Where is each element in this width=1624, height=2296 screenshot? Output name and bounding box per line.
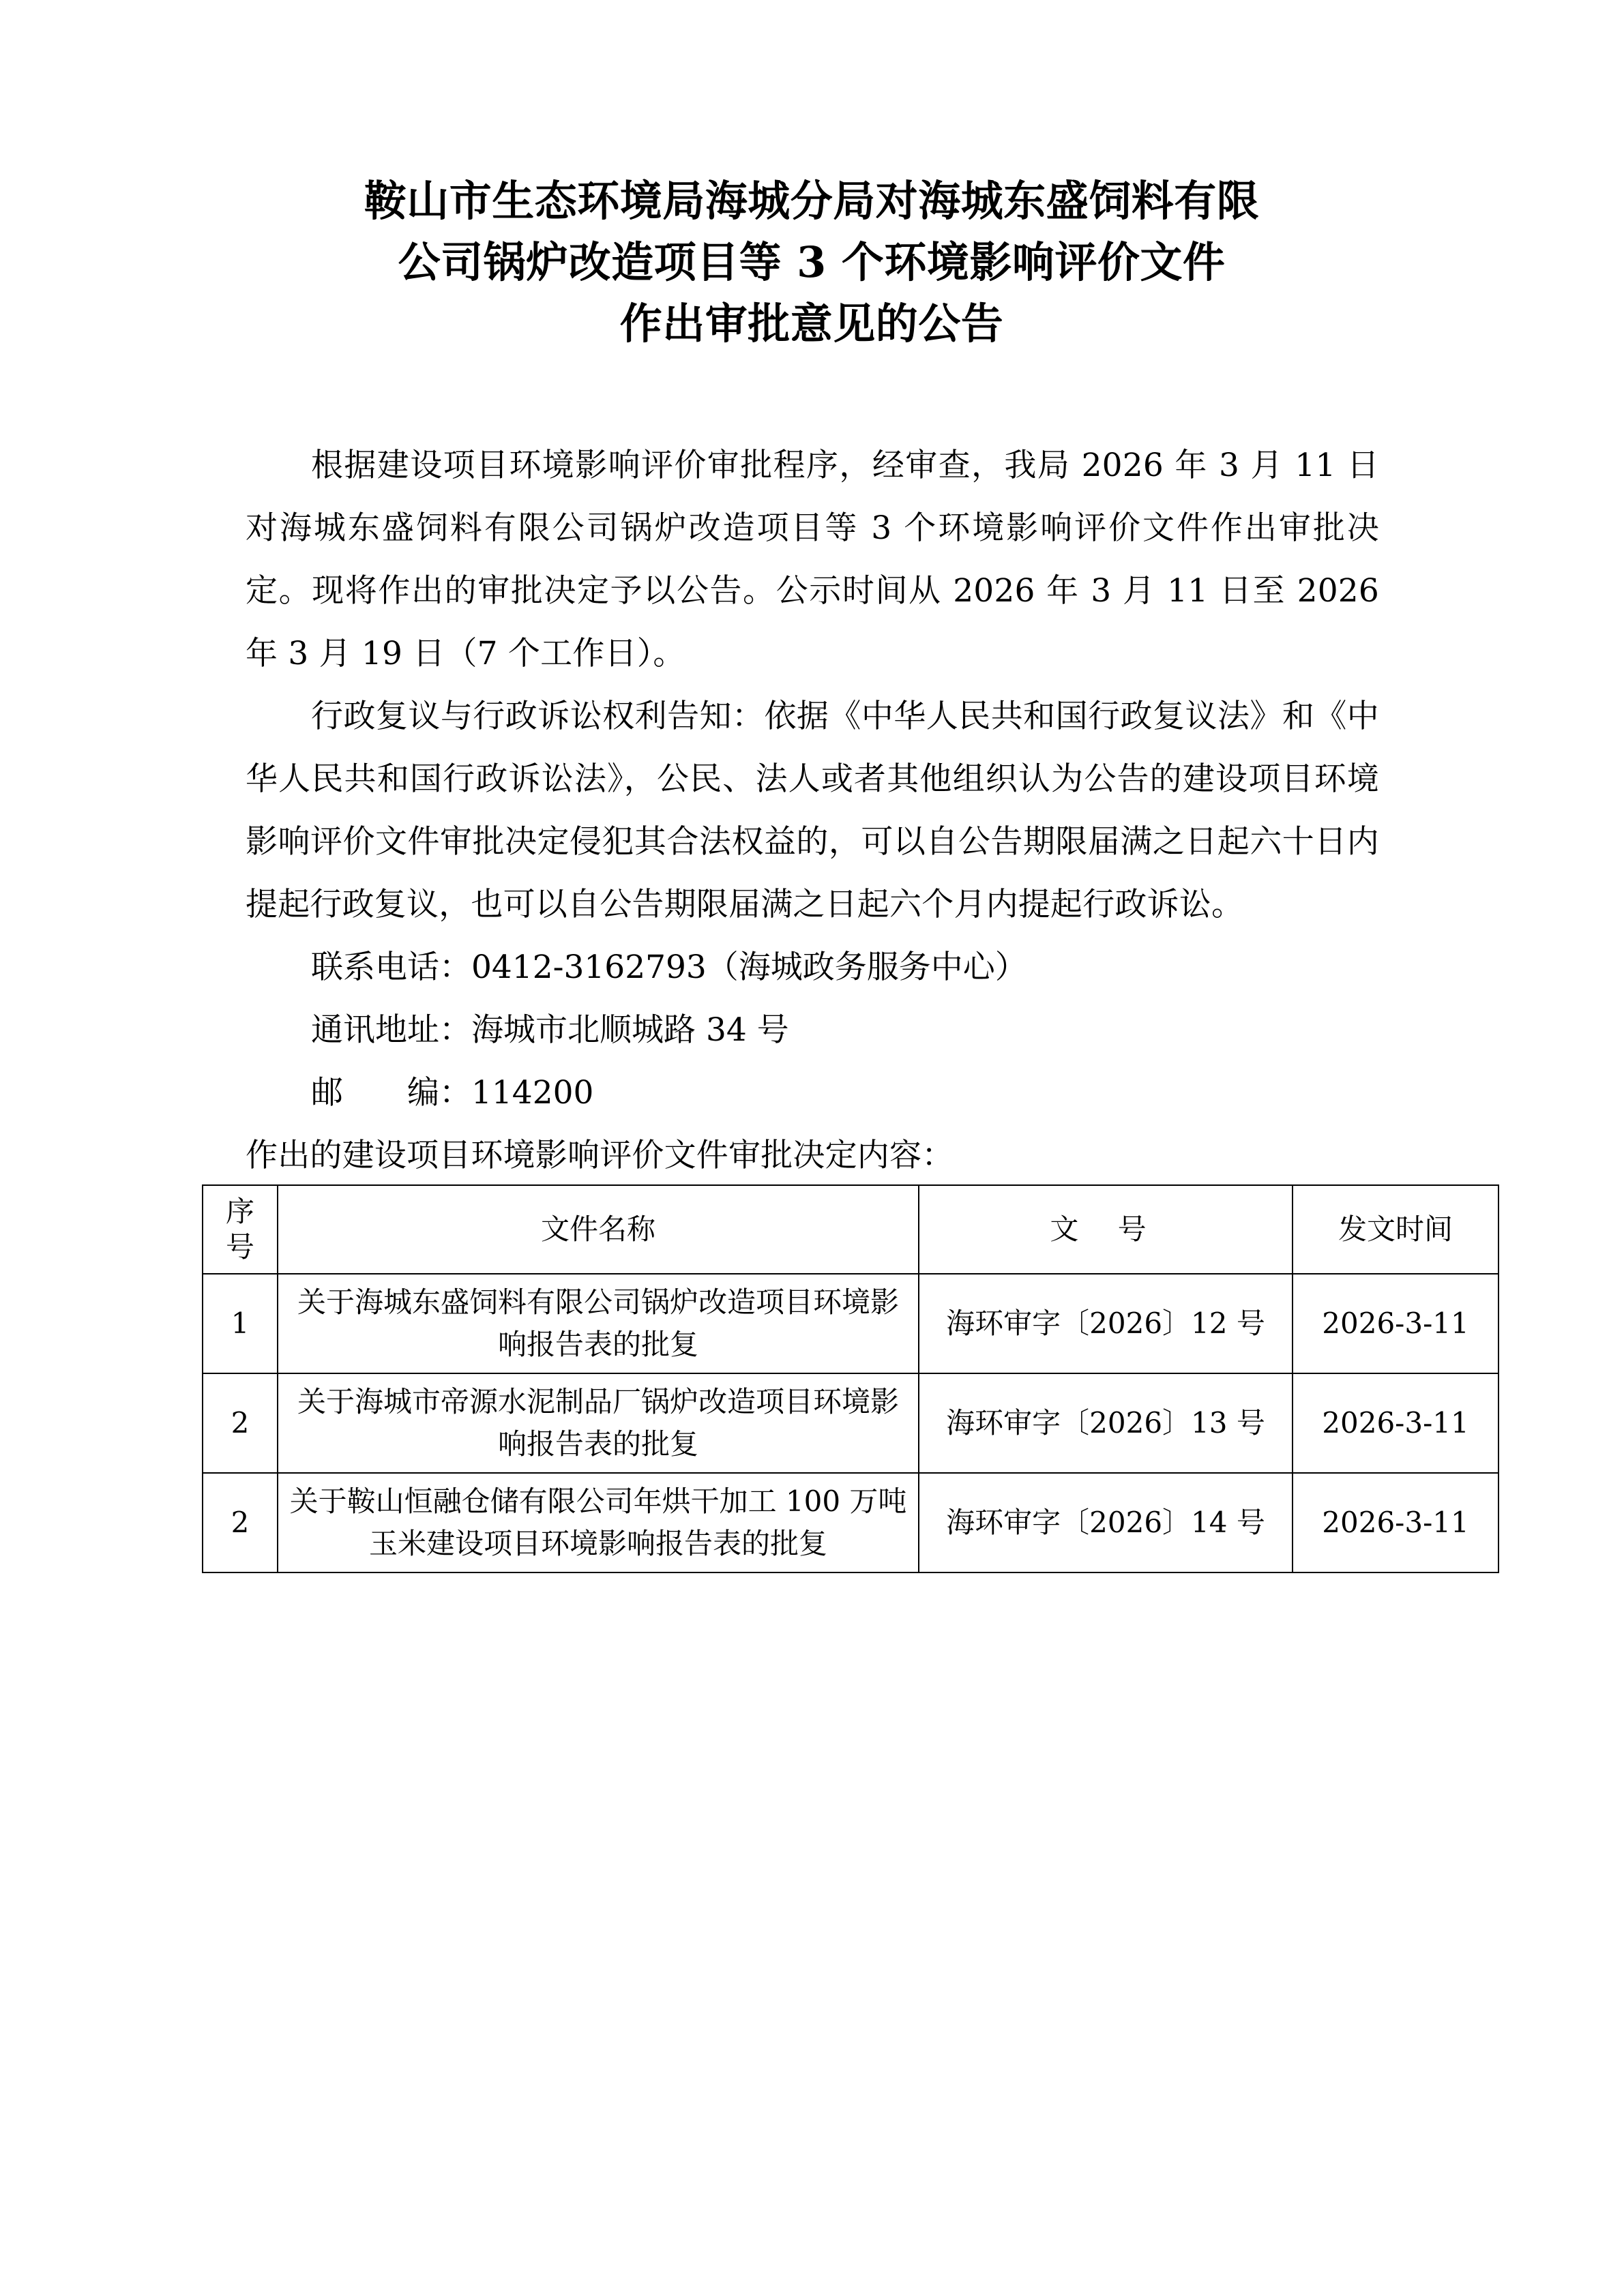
cell-issue-date: 2026-3-11	[1293, 1473, 1498, 1572]
cell-document-name: 关于海城市帝源水泥制品厂锅炉改造项目环境影响报告表的批复	[278, 1373, 919, 1473]
column-header-sequence	[203, 1185, 278, 1274]
contact-phone-line: 联系电话：0412-3162793（海城政务服务中心）	[311, 949, 1027, 986]
cell-document-number: 海环审字〔2026〕13 号	[919, 1373, 1293, 1473]
column-header-document-name: 文件名称	[278, 1185, 919, 1274]
column-header-sequence-line2: 号	[225, 1230, 254, 1264]
page-title	[246, 170, 1378, 355]
column-header-sequence-line1: 序	[225, 1195, 254, 1228]
table-intro-line: 作出的建设项目环境影响评价文件审批决定内容：	[246, 1137, 954, 1174]
column-header-issue-date: 发文时间	[1293, 1185, 1498, 1274]
title-line-3: 作出审批意见的公告	[619, 299, 1004, 348]
cell-document-name: 关于海城东盛饲料有限公司锅炉改造项目环境影响报告表的批复	[278, 1274, 919, 1373]
contact-address-line: 通讯地址：海城市北顺城路 34 号	[311, 1011, 789, 1049]
paragraph-approval-notice: 根据建设项目环境影响评价审批程序，经审查，我局 2026 年 3 月 11 日对海城东盛饲料有限公司锅炉改造项目等 3 个环境影响评价文件作出审批决定。现将作出的审批决定予以公告。公示时间从 2026 年 3 月 11 日至 2026 年 3 月 19 日（7 个工作日）。	[246, 447, 1379, 672]
column-header-document-number: 文 号	[919, 1185, 1293, 1274]
title-line-1: 鞍山市生态环境局海城分局对海城东盛饲料有限	[364, 176, 1260, 226]
cell-issue-date: 2026-3-11	[1293, 1274, 1498, 1373]
table-row	[203, 1473, 1498, 1572]
approval-decisions-table-wrap	[202, 1184, 1469, 1573]
cell-sequence: 1	[203, 1274, 278, 1373]
table-row	[203, 1274, 1498, 1373]
table-row	[203, 1373, 1498, 1473]
document-body	[246, 434, 1379, 1187]
paragraph-legal-rights: 行政复议与行政诉讼权利告知：依据《中华人民共和国行政复议法》和《中华人民共和国行政诉讼法》，公民、法人或者其他组织认为公告的建设项目环境影响评价文件审批决定侵犯其合法权益的，可以自公告期限届满之日起六十日内提起行政复议，也可以自公告期限届满之日起六个月内提起行政诉讼。	[246, 698, 1379, 923]
contact-postcode-line: 邮 编：114200	[311, 1074, 594, 1112]
cell-document-number: 海环审字〔2026〕14 号	[919, 1473, 1293, 1572]
cell-sequence: 2	[203, 1473, 278, 1572]
cell-document-name: 关于鞍山恒融仓储有限公司年烘干加工 100 万吨玉米建设项目环境影响报告表的批复	[278, 1473, 919, 1572]
cell-document-number: 海环审字〔2026〕12 号	[919, 1274, 1293, 1373]
title-line-2: 公司锅炉改造项目等 3 个环境影响评价文件	[398, 237, 1226, 287]
cell-sequence: 2	[203, 1373, 278, 1473]
approval-decisions-table	[202, 1184, 1499, 1573]
table-header-row	[203, 1185, 1498, 1274]
cell-issue-date: 2026-3-11	[1293, 1373, 1498, 1473]
